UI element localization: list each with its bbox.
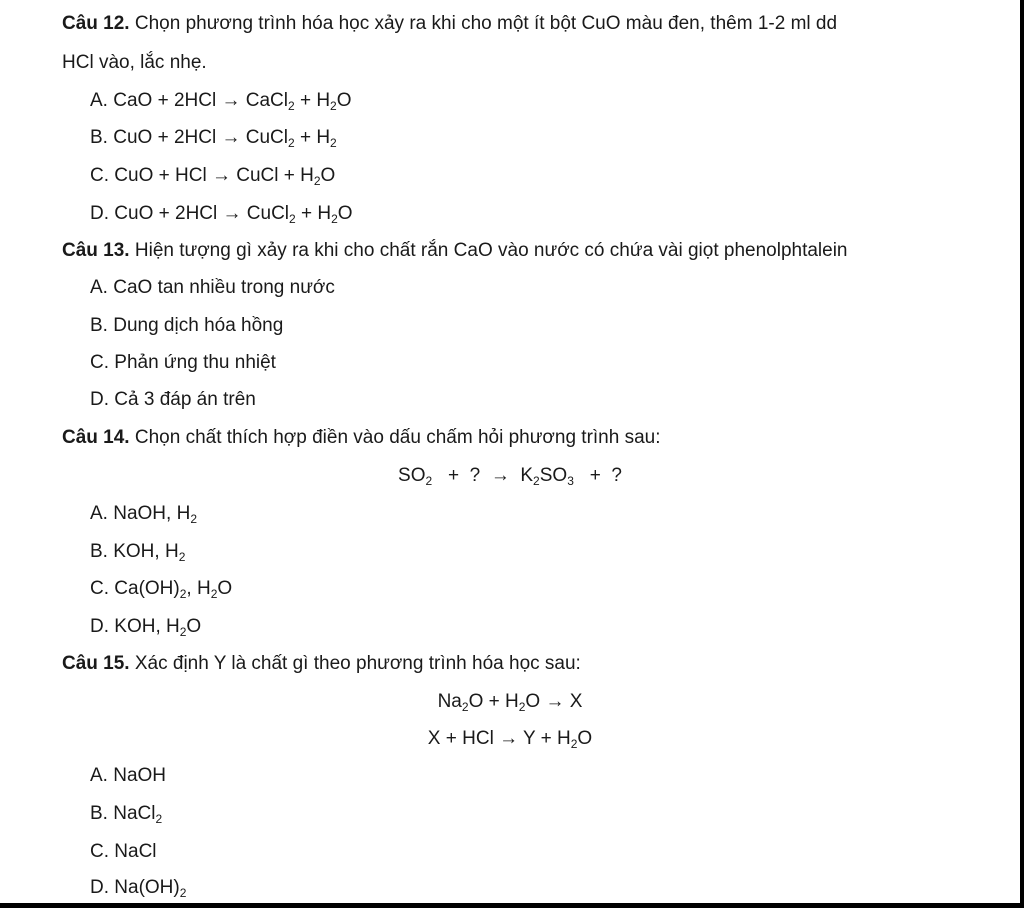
- question-text: Chọn phương trình hóa học xảy ra khi cho một ít bột CuO màu đen, thêm 1-2 ml dd: [129, 13, 838, 34]
- question-text: Chọn chất thích hợp điền vào dấu chấm hỏi phương trình sau:: [129, 427, 661, 448]
- arrow-icon: →: [490, 465, 510, 486]
- option-12-c: C. CuO + HCl → CuCl + $H_2O$: [90, 165, 336, 188]
- question-12-continued: [62, 51, 207, 75]
- question-text: Hiện tượng gì xảy ra khi cho chất rắn CaO vào nước có chứa vài giọt phenolphtalein: [129, 240, 848, 261]
- equation-15-1: $Na_2O + H_2O \to X$: [437, 691, 583, 714]
- question-13: [62, 239, 848, 263]
- option-14-d: D. KOH, $H_2O$: [90, 616, 202, 639]
- question-number: Câu 13.: [62, 240, 130, 261]
- arrow-icon: →: [499, 728, 519, 749]
- arrow-icon: →: [221, 127, 241, 148]
- option-13-b: B. Dung dịch hóa hồng: [90, 315, 284, 336]
- equation-14: $SO_2$ + ? → $K_2SO_3$ + ?: [398, 465, 622, 488]
- question-number: Câu 12.: [62, 13, 130, 34]
- option-12-a: A. CaO + 2HCl → CaCl$_2$ + $H_2O$: [90, 90, 352, 113]
- option-14-b: B. KOH, $H_2$: [90, 541, 186, 564]
- question-text: HCl vào, lắc nhẹ.: [62, 52, 207, 73]
- option-15-d: D. $Na(OH)_2$: [90, 877, 187, 900]
- question-number: Câu 15.: [62, 653, 130, 674]
- arrow-icon: →: [211, 165, 231, 186]
- question-15: [62, 652, 581, 676]
- equation-15-2: X + HCl → $Y + H_2O$: [427, 728, 593, 751]
- option-12-d: D. CuO + 2HCl → CuCl$_2$ + $H_2O$: [90, 203, 353, 226]
- page-border-right: [1020, 0, 1024, 908]
- option-15-c: C. NaCl: [90, 841, 157, 862]
- option-15-a: A. NaOH: [90, 765, 167, 786]
- option-13-c: C. Phản ứng thu nhiệt: [90, 352, 276, 373]
- arrow-icon: →: [545, 691, 565, 712]
- option-15-b: B. NaCl$_2$: [90, 803, 163, 826]
- option-13-d: D. Cả 3 đáp án trên: [90, 389, 256, 410]
- question-14: [62, 426, 661, 450]
- question-12: [62, 12, 837, 36]
- arrow-icon: →: [222, 203, 242, 224]
- question-text: Xác định Y là chất gì theo phương trình hóa học sau:: [129, 653, 581, 674]
- option-14-a: A. NaOH, $H_2$: [90, 503, 197, 526]
- option-12-b: B. CuO + 2HCl → CuCl$_2$ + $H_2$: [90, 127, 337, 150]
- arrow-icon: →: [221, 90, 241, 111]
- option-14-c: C. $Ca(OH)_2$, $H_2O$: [90, 578, 233, 601]
- question-number: Câu 14.: [62, 427, 130, 448]
- option-13-a: A. CaO tan nhiều trong nước: [90, 277, 335, 298]
